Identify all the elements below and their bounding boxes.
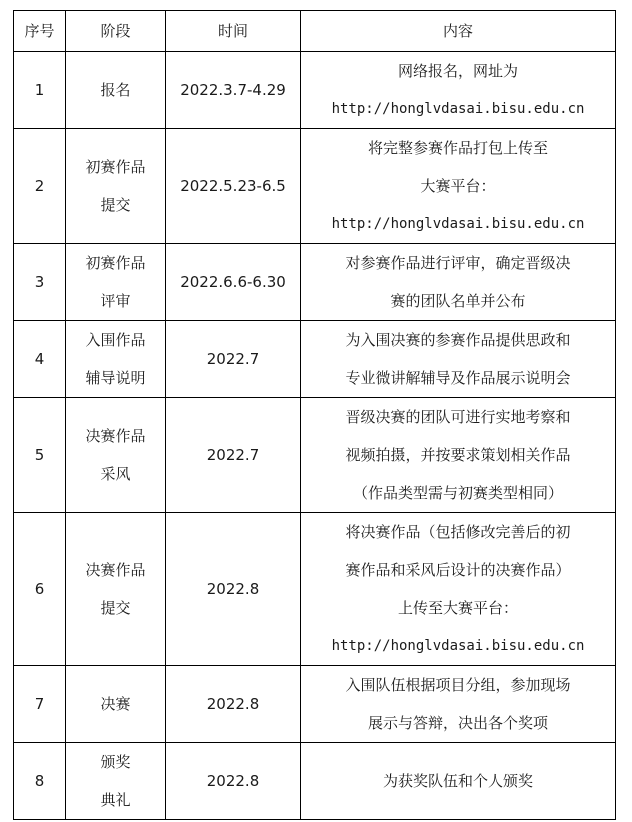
stage-line: 采风	[100, 465, 131, 483]
url-text: http://honglvdasai.bisu.edu.cn	[331, 216, 585, 232]
url-text: http://honglvdasai.bisu.edu.cn	[331, 638, 585, 654]
cell-content	[301, 129, 616, 244]
cell-time: 2022.3.7-4.29	[166, 52, 301, 129]
cell-time: 2022.6.6-6.30	[166, 244, 301, 321]
content-line: 赛作品和采风后设计的决赛作品）	[345, 561, 571, 579]
cell-time: 2022.5.23-6.5	[166, 129, 301, 244]
cell-content	[301, 666, 616, 743]
header-time: 时间	[166, 11, 301, 52]
cell-content	[301, 244, 616, 321]
stage-line: 颁奖	[100, 753, 131, 771]
content-line: 为入围决赛的参赛作品提供思政和	[345, 331, 571, 349]
table-row	[14, 244, 616, 321]
cell-no: 2	[14, 129, 66, 244]
cell-time: 2022.8	[166, 666, 301, 743]
cell-stage	[66, 321, 166, 398]
header-row	[14, 11, 616, 52]
cell-stage	[66, 398, 166, 513]
cell-content	[301, 52, 616, 129]
cell-no: 5	[14, 398, 66, 513]
stage-line: 初赛作品	[85, 158, 146, 176]
stage-line: 典礼	[100, 791, 131, 809]
cell-time: 2022.7	[166, 398, 301, 513]
content-line: 赛的团队名单并公布	[390, 292, 526, 310]
cell-time: 2022.8	[166, 743, 301, 820]
cell-stage	[66, 52, 166, 129]
cell-content	[301, 398, 616, 513]
table-row	[14, 52, 616, 129]
table-row	[14, 398, 616, 513]
cell-stage	[66, 244, 166, 321]
cell-no: 1	[14, 52, 66, 129]
cell-stage	[66, 666, 166, 743]
stage-line: 入围作品	[85, 331, 146, 349]
stage-line: 初赛作品	[85, 254, 146, 272]
content-line: 专业微讲解辅导及作品展示说明会	[345, 369, 571, 387]
stage-line: 决赛作品	[85, 561, 146, 579]
cell-stage	[66, 513, 166, 666]
cell-time: 2022.7	[166, 321, 301, 398]
cell-no: 3	[14, 244, 66, 321]
url-text: http://honglvdasai.bisu.edu.cn	[331, 101, 585, 117]
content-line: 将决赛作品（包括修改完善后的初	[345, 523, 571, 541]
cell-no: 7	[14, 666, 66, 743]
cell-content	[301, 513, 616, 666]
cell-no: 6	[14, 513, 66, 666]
stage-line: 决赛作品	[85, 427, 146, 445]
stage-line: 提交	[100, 599, 131, 617]
table-row	[14, 321, 616, 398]
header-stage: 阶段	[66, 11, 166, 52]
table-row	[14, 513, 616, 666]
content-line: （作品类型需与初赛类型相同）	[352, 484, 563, 502]
table-row	[14, 666, 616, 743]
content-line: 视频拍摄，并按要求策划相关作品	[345, 446, 571, 464]
header-no: 序号	[14, 11, 66, 52]
table-row	[14, 129, 616, 244]
content-line: 对参赛作品进行评审，确定晋级决	[345, 254, 571, 272]
content-line: 入围队伍根据项目分组，参加现场	[345, 676, 571, 694]
stage-line: 决赛	[100, 695, 131, 713]
cell-no: 4	[14, 321, 66, 398]
content-line: 网络报名，网址为	[397, 62, 518, 80]
content-line: 将完整参赛作品打包上传至	[367, 139, 548, 157]
cell-time: 2022.8	[166, 513, 301, 666]
cell-stage	[66, 129, 166, 244]
content-line: 上传至大赛平台：	[397, 599, 518, 617]
schedule-table	[13, 10, 616, 820]
cell-content	[301, 743, 616, 820]
content-line: 展示与答辩，决出各个奖项	[367, 714, 548, 732]
stage-line: 报名	[100, 81, 131, 99]
stage-line: 提交	[100, 196, 131, 214]
content-line: 为获奖队伍和个人颁奖	[382, 772, 533, 790]
stage-line: 评审	[100, 292, 131, 310]
schedule-container	[13, 10, 616, 820]
content-line: 晋级决赛的团队可进行实地考察和	[345, 408, 571, 426]
table-body	[14, 52, 616, 820]
content-line: 大赛平台：	[420, 177, 496, 195]
cell-no: 8	[14, 743, 66, 820]
cell-content	[301, 321, 616, 398]
table-row	[14, 743, 616, 820]
cell-stage	[66, 743, 166, 820]
stage-line: 辅导说明	[85, 369, 146, 387]
header-content: 内容	[301, 11, 616, 52]
